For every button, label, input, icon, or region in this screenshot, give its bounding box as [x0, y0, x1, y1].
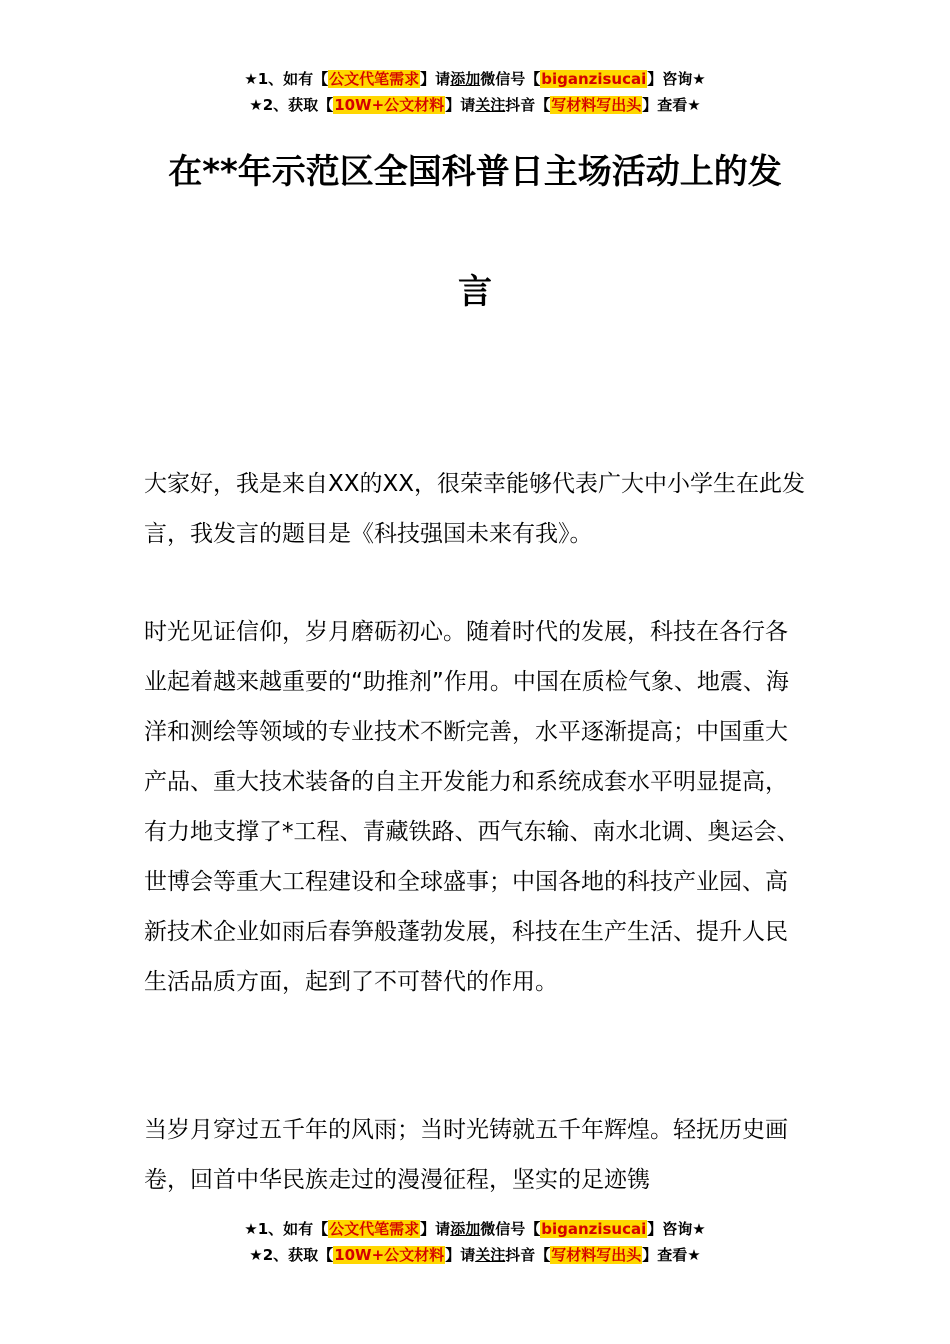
banner-emphasis: 添加	[450, 1220, 481, 1238]
banner-text: 】咨询★	[647, 70, 706, 88]
banner-line-2	[0, 92, 950, 118]
banner-emphasis: 添加	[450, 70, 481, 88]
banner-text: 】请	[445, 1246, 476, 1264]
banner-highlight: biganzisucai	[541, 70, 647, 88]
banner-highlight: 10W+公文材料	[334, 1246, 445, 1264]
banner-text: 】查看★	[642, 96, 701, 114]
banner-highlight: 写材料写出头	[551, 96, 642, 114]
footer-banner	[0, 1216, 950, 1268]
banner-highlight: 10W+公文材料	[334, 96, 445, 114]
banner-highlight: 写材料写出头	[551, 1246, 642, 1264]
paragraph-1: 大家好，我是来自XX的XX，很荣幸能够代表广大中小学生在此发言，我发言的题目是《科技强国未来有我》。	[144, 471, 806, 547]
banner-text: 微信号【	[480, 1220, 541, 1238]
banner-text: 】请	[420, 1220, 451, 1238]
banner-text: 】咨询★	[647, 1220, 706, 1238]
document-title-line-2: 言	[458, 272, 492, 312]
banner-text: ★1、如有【	[244, 70, 329, 88]
banner-line-2	[0, 1242, 950, 1268]
banner-text: 微信号【	[480, 70, 541, 88]
banner-text: ★1、如有【	[244, 1220, 329, 1238]
banner-text: 抖音【	[505, 96, 551, 114]
banner-highlight: 公文代笔需求	[329, 70, 420, 88]
banner-emphasis: 关注	[475, 96, 506, 114]
banner-text: 】请	[420, 70, 451, 88]
banner-text: 抖音【	[505, 1246, 551, 1264]
paragraph-3: 当岁月穿过五千年的风雨；当时光铸就五千年辉煌。轻抚历史画卷，回首中华民族走过的漫漫征程，坚实的足迹镌	[144, 1117, 788, 1193]
banner-highlight: biganzisucai	[541, 1220, 647, 1238]
header-banner	[0, 66, 950, 118]
banner-text: 】请	[445, 96, 476, 114]
banner-line-1	[0, 66, 950, 92]
banner-text: 】查看★	[642, 1246, 701, 1264]
banner-text: ★2、获取【	[249, 1246, 334, 1264]
banner-text: ★2、获取【	[249, 96, 334, 114]
banner-highlight: 公文代笔需求	[329, 1220, 420, 1238]
document-title-line-1: 在**年示范区全国科普日主场活动上的发	[168, 152, 782, 192]
banner-line-1	[0, 1216, 950, 1242]
paragraph-2: 时光见证信仰，岁月磨砺初心。随着时代的发展，科技在各行各业起着越来越重要的“助推剂”作用。中国在质检气象、地震、海洋和测绘等领域的专业技术不断完善，水平逐渐提高；中国重大产品、重大技术装备的自主开发能力和系统成套水平明显提高，有力地支撑了*工程、青藏铁路、西气东输、南水北调、奥运会、世博会等重大工程建设和全球盛事；中国各地的科技产业园、高新技术企业如雨后春笋般蓬勃发展，科技在生产生活、提升人民生活品质方面，起到了不可替代的作用。	[144, 619, 800, 995]
banner-emphasis: 关注	[475, 1246, 506, 1264]
